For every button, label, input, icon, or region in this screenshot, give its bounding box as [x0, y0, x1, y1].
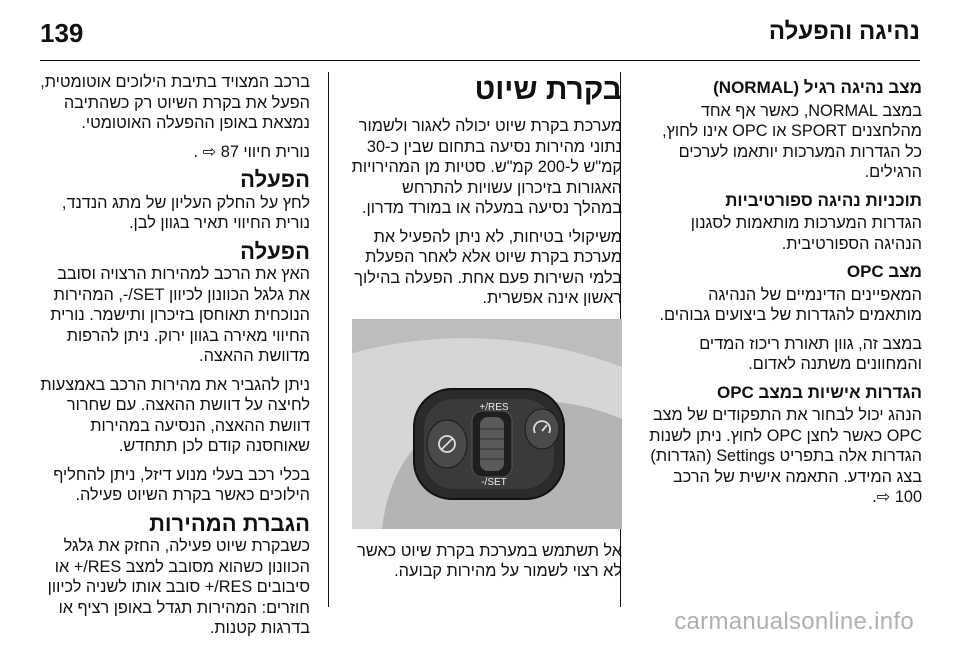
section-body: במצב NORMAL, כאשר אף אחד מהלחצנים SPORT או OPC אינו לחוץ, כל הגדרות המערכות יותאמו לערכים הרגילים. [662, 101, 922, 181]
steering-wheel-illustration [352, 319, 622, 529]
page-header [0, 16, 960, 52]
section-heading: תוכניות נהיגה ספורטיביות [725, 190, 922, 210]
watermark: carmanualsonline.info [674, 608, 914, 635]
column-divider [328, 72, 329, 607]
right-column [644, 72, 922, 516]
section-body: הנהג יכול לבחור את התפקודים של מצב OPC כאשר לחצן OPC לחוץ. ניתן לשנות הגדרות אלה בתפריט Settings (הגדרות) בצג המידע. התאמה אישית של הרכב 100 ⇨. [649, 406, 922, 506]
page-title: נהיגה והפעלה [768, 18, 920, 45]
section-body: במצב זה, גוון תאורת ריכוז המדים והמחוונים משתנה לאדום. [699, 334, 922, 373]
section-title: בקרת שיוט [474, 73, 622, 106]
header-divider [40, 60, 920, 61]
section-body: בכלי רכב בעלי מנוע דיזל, ניתן להחליף הילוכים כאשר בקרת השיוט פעילה. [53, 465, 310, 504]
section-heading: מצב OPC [846, 262, 922, 281]
section-body: ניתן להגביר את מהירות הרכב באמצעות לחיצה על דוושת ההאצה. עם שחרור דוושת ההאצה, הנסיעה במהירות שאוחסנה קודם לכן תתחדש. [40, 375, 310, 455]
section-heading: הפעלה [240, 167, 310, 192]
set-label: SET/- [481, 476, 507, 488]
middle-column [350, 72, 622, 590]
section-heading: הגברת המהירות [149, 510, 310, 536]
section-body: לחץ על החלק העליון של מתג הנדנד, נורית החיווי תאיר בגוון לבן. [61, 193, 310, 232]
section-body: המאפיינים הדינמיים של הנהיגה מותאמים להגדרות של ביצועים גבוהים. [659, 285, 922, 324]
section-body: האץ את הרכב למהירות הרצויה וסובב את גלגל הכוונון לכיוון SET/-, המהירות הנוכחית תאוחסן בזיכרון ותישמר. נורית החיווי מאירה בגוון ירוק. ניתן להרפות מדוושת ההאצה. [50, 265, 310, 365]
paragraph: משיקולי בטיחות, לא ניתן להפעיל את מערכת בקרת שיוט אלא לאחר הפעלת בלמי השירות פעם אחת. הפעלה בהילוך ראשון אינה אפשרית. [354, 227, 622, 307]
res-label: RES/+ [479, 401, 509, 413]
paragraph: נורית חיווי 87 ⇨ . [193, 142, 310, 161]
paragraph: ברכב המצויד בתיבת הילוכים אוטומטית, הפעל את בקרת השיוט רק כשהתיבה נמצאת באופן ההפעלה האוטומטי. [40, 73, 310, 132]
steering-wheel-controls-figure [352, 319, 622, 529]
paragraph: מערכת בקרת שיוט יכולה לאגור ולשמור נתוני מהירות נסיעה בתחום שבין כ-30 קמ"ש ל-200 קמ"ש. סטיות מן המהירויות האגורות בזיכרון עשויות להתרחש במהלך נסיעה במעלה או במורד מדרון. [351, 117, 622, 217]
paragraph: אל תשתמש במערכת בקרת שיוט כאשר לא רצוי לשמור על מהירות קבועה. [357, 541, 622, 580]
section-heading: מצב נהיגה רגיל (NORMAL) [713, 78, 922, 97]
left-column [38, 72, 310, 647]
section-heading: הפעלה [240, 238, 310, 264]
section-body: הגדרות המערכות מותאמות לסגנון הנהיגה הספורטיבית. [690, 214, 922, 253]
page-number: 139 [40, 18, 84, 48]
section-body: כשבקרת שיוט פעילה, החזק את גלגל הכוונון כשהוא מסובב למצב RES/+ או סיבובים RES/+ סובב אותו לשניה לכיוון חוזרים: המהירות תגדל באופן רציף או בדרגות קטנות. [47, 537, 310, 637]
section-heading: הגדרות אישיות במצב OPC [716, 382, 922, 402]
